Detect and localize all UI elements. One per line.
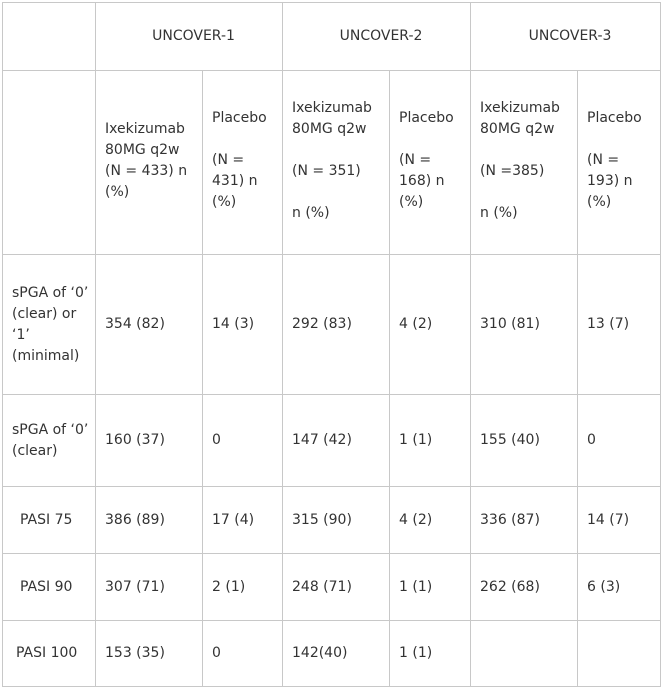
- arm-header-line: n (%): [292, 204, 330, 221]
- table-cell: 14 (7): [578, 487, 661, 554]
- table-cell: 1 (1): [390, 395, 471, 487]
- table-cell: 386 (89): [96, 487, 203, 554]
- table-cell: 315 (90): [283, 487, 390, 554]
- table-cell: 153 (35): [96, 621, 203, 687]
- group-header-row: [3, 3, 661, 71]
- arm-header-line: (%): [105, 183, 130, 200]
- arm-header-line: (N =385): [480, 162, 545, 179]
- group-header-uncover-3: UNCOVER-3: [471, 3, 661, 71]
- arm-header-line: 168) n: [399, 173, 445, 189]
- arm-header-line: 80MG q2w: [105, 141, 180, 158]
- arm-header-line: 80MG q2w: [480, 120, 555, 137]
- table-cell: 248 (71): [283, 554, 390, 621]
- arm-header-row: [3, 71, 661, 255]
- arm-header-placebo-uncover-1: [203, 71, 283, 255]
- table-cell: [471, 621, 578, 687]
- table-cell: 0: [203, 621, 283, 687]
- table-row: [3, 395, 661, 487]
- row-label: sPGA of ‘0’ (clear): [3, 395, 96, 487]
- arm-header-drug-uncover-2: [283, 71, 390, 255]
- arm-header-line: (%): [399, 194, 424, 210]
- efficacy-table: [2, 2, 661, 687]
- row-label: PASI 75: [3, 487, 96, 554]
- table-cell: 354 (82): [96, 255, 203, 395]
- row-label: PASI 90: [3, 554, 96, 621]
- corner-cell: [3, 3, 96, 71]
- table-cell: 14 (3): [203, 255, 283, 395]
- row-label: sPGA of ‘0’ (clear) or ‘1’ (minimal): [3, 255, 96, 395]
- table-cell: 147 (42): [283, 395, 390, 487]
- arm-header-line: (%): [587, 194, 612, 210]
- table-row: [3, 255, 661, 395]
- arm-header-line: Placebo: [587, 110, 642, 126]
- table-cell: 292 (83): [283, 255, 390, 395]
- table-cell: 4 (2): [390, 487, 471, 554]
- table-cell: 2 (1): [203, 554, 283, 621]
- row-label: PASI 100: [3, 621, 96, 687]
- table-cell: 13 (7): [578, 255, 661, 395]
- arm-header-line: n (%): [480, 204, 518, 221]
- table-cell: 17 (4): [203, 487, 283, 554]
- table-cell: 310 (81): [471, 255, 578, 395]
- arm-header-line: (%): [212, 194, 237, 210]
- arm-header-drug-uncover-1: [96, 71, 203, 255]
- table-row: [3, 554, 661, 621]
- arm-header-line: Placebo: [212, 110, 267, 126]
- arm-header-line: 193) n: [587, 173, 633, 189]
- table-cell: 1 (1): [390, 621, 471, 687]
- table-cell: 155 (40): [471, 395, 578, 487]
- table-cell: [578, 621, 661, 687]
- table-cell: 160 (37): [96, 395, 203, 487]
- table-cell: 1 (1): [390, 554, 471, 621]
- table-cell: 0: [203, 395, 283, 487]
- table-cell: 262 (68): [471, 554, 578, 621]
- arm-header-drug-uncover-3: [471, 71, 578, 255]
- arm-header-line: 431) n: [212, 173, 258, 189]
- arm-header-line: 80MG q2w: [292, 120, 367, 137]
- group-header-uncover-2: UNCOVER-2: [283, 3, 471, 71]
- arm-header-line: (N =: [399, 152, 432, 168]
- table-row: [3, 487, 661, 554]
- table-row: [3, 621, 661, 687]
- table-cell: 336 (87): [471, 487, 578, 554]
- table-cell: 307 (71): [96, 554, 203, 621]
- group-header-uncover-1: UNCOVER-1: [96, 3, 283, 71]
- arm-header-line: Placebo: [399, 110, 454, 126]
- table-cell: 142(40): [283, 621, 390, 687]
- table-cell: 4 (2): [390, 255, 471, 395]
- arm-header-line: (N =: [212, 152, 245, 168]
- arm-header-placebo-uncover-3: [578, 71, 661, 255]
- table-cell: 6 (3): [578, 554, 661, 621]
- arm-header-line: (N = 433) n: [105, 162, 188, 179]
- arm-header-line: Ixekizumab: [105, 120, 185, 137]
- corner-cell-sub: [3, 71, 96, 255]
- arm-header-line: Ixekizumab: [292, 99, 372, 116]
- arm-header-line: Ixekizumab: [480, 99, 560, 116]
- arm-header-line: (N = 351): [292, 162, 361, 179]
- table-cell: 0: [578, 395, 661, 487]
- arm-header-placebo-uncover-2: [390, 71, 471, 255]
- arm-header-line: (N =: [587, 152, 620, 168]
